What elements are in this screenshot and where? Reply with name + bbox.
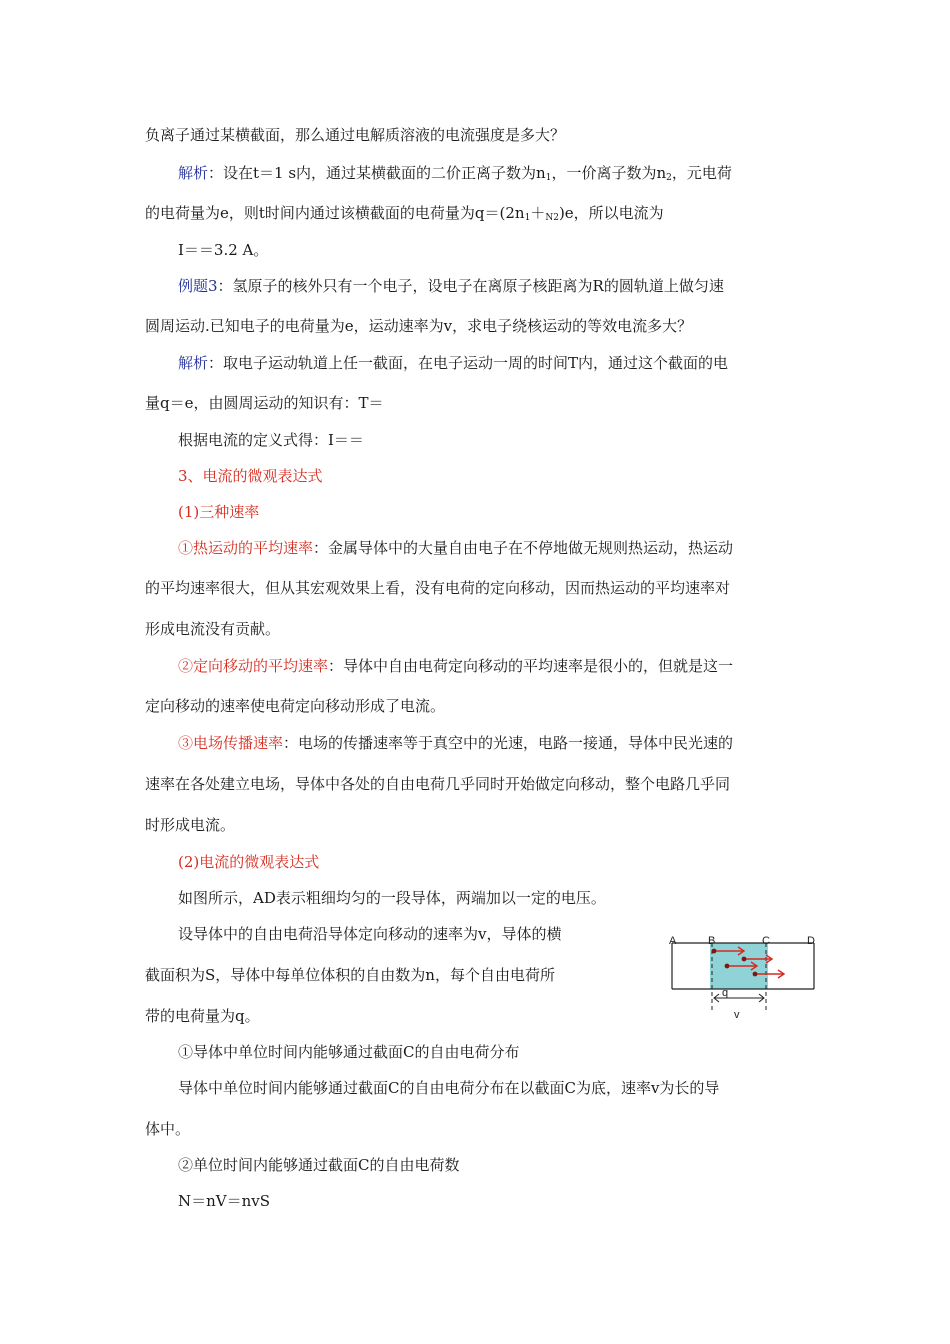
text-line — [178, 888, 606, 908]
text-line — [178, 1042, 519, 1062]
text-line — [145, 316, 692, 336]
text-line — [178, 656, 733, 676]
paragraph-text: 形成电流没有贡献。 — [145, 620, 281, 638]
text-line — [145, 965, 555, 985]
solution-label: 解析 — [178, 164, 209, 182]
paragraph-text: ：氢原子的核外只有一个电子，设电子在离原子核距离为R的圆轨道上做匀速 — [217, 277, 724, 295]
paragraph-text: ②单位时间内能够通过截面C的自由电荷数 — [178, 1156, 460, 1174]
heading-text: (2)电流的微观表达式 — [178, 853, 320, 871]
paragraph-text: 的电荷量为e，则t时间内通过该横截面的电荷量为q＝(2n — [145, 204, 525, 222]
subscript: 1 — [524, 213, 531, 223]
text-line — [145, 1119, 190, 1139]
paragraph-text: ：设在t＝1 s内，通过某横截面的二价正离子数为n — [208, 164, 546, 182]
text-line — [178, 430, 364, 450]
paragraph-text: ＋ — [530, 204, 546, 222]
section-heading — [178, 466, 323, 486]
label-d: D — [807, 935, 815, 947]
label-q: q — [722, 987, 729, 999]
text-line — [178, 1191, 270, 1211]
formula-text: N＝nV＝nvS — [178, 1192, 271, 1210]
label-a: A — [669, 935, 677, 947]
text-line — [145, 203, 664, 228]
paragraph-text: ：导体中自由电荷定向移动的平均速率是很小的，但就是这一 — [328, 657, 734, 675]
text-line — [178, 240, 268, 260]
text-line — [178, 353, 728, 373]
paragraph-text: 速率在各处建立电场，导体中各处的自由电荷几乎同时开始做定向移动，整个电路几乎同 — [145, 775, 731, 793]
text-line — [145, 774, 730, 794]
subsection-heading — [178, 502, 259, 522]
paragraph-text: ：取电子运动轨道上任一截面，在电子运动一周的时间T内，通过这个截面的电 — [208, 354, 729, 372]
text-line — [145, 619, 280, 639]
text-line — [178, 538, 733, 558]
paragraph-text: 设导体中的自由电荷沿导体定向移动的速率为v，导体的横 — [178, 925, 562, 943]
paragraph-text: 导体中单位时间内能够通过截面C的自由电荷分布在以截面C为底，速率v为长的导 — [178, 1079, 720, 1097]
paragraph-text: 截面积为S，导体中每单位体积的自由数为n，每个自由电荷所 — [145, 966, 555, 984]
paragraph-text: ：金属导体中的大量自由电子在不停地做无规则热运动，热运动 — [313, 539, 734, 557]
text-line — [145, 125, 565, 145]
text-line — [145, 815, 235, 835]
text-line — [178, 163, 732, 188]
subscript: 2 — [666, 173, 672, 183]
paragraph-text: 的平均速率很大，但从其宏观效果上看，没有电荷的定向移动，因而热运动的平均速率对 — [145, 579, 731, 597]
text-line — [178, 276, 724, 296]
paragraph-text: ①导体中单位时间内能够通过截面C的自由电荷分布 — [178, 1043, 520, 1061]
text-line — [145, 696, 445, 716]
text-line — [178, 1078, 719, 1098]
paragraph-text: ：电场的传播速率等于真空中的光速，电路一接通，导体中民光速的 — [283, 734, 734, 752]
paragraph-text: 圆周运动.已知电子的电荷量为e，运动速率为v，求电子绕核运动的等效电流多大？ — [145, 317, 693, 335]
text-line — [145, 393, 384, 413]
paragraph-text: 量q＝e，由圆周运动的知识有：T＝ — [145, 394, 384, 412]
subscript: 1 — [545, 173, 552, 183]
label-c: C — [762, 935, 770, 947]
formula-text: I＝＝3.2 A。 — [178, 241, 269, 259]
paragraph-text: ，一价离子数为n — [551, 164, 667, 182]
text-line — [145, 1006, 260, 1026]
subscript: N2 — [545, 213, 559, 223]
paragraph-text: 体中。 — [145, 1120, 191, 1138]
paragraph-text: 定向移动的速率使电荷定向移动形成了电流。 — [145, 697, 446, 715]
term-label: ③电场传播速率 — [178, 734, 284, 752]
example-label: 例题3 — [178, 277, 218, 295]
text-line — [145, 578, 730, 598]
text-line — [178, 924, 561, 944]
heading-text: (1)三种速率 — [178, 503, 260, 521]
conductor-diagram — [664, 934, 824, 1024]
heading-text: 3、电流的微观表达式 — [178, 467, 323, 485]
label-b: B — [708, 935, 716, 947]
term-label: ①热运动的平均速率 — [178, 539, 314, 557]
paragraph-text: )e，所以电流为 — [558, 204, 664, 222]
label-v: v — [734, 1009, 740, 1021]
subsection-heading — [178, 852, 319, 872]
paragraph-text: 带的电荷量为q。 — [145, 1007, 260, 1025]
term-label: ②定向移动的平均速率 — [178, 657, 329, 675]
paragraph-text: 根据电流的定义式得：I＝＝ — [178, 431, 364, 449]
paragraph-text: 如图所示，AD表示粗细均匀的一段导体，两端加以一定的电压。 — [178, 889, 606, 907]
text-line — [178, 1155, 459, 1175]
paragraph-text: 时形成电流。 — [145, 816, 236, 834]
paragraph-text: 负离子通过某横截面，那么通过电解质溶液的电流强度是多大？ — [145, 126, 566, 144]
paragraph-text: ，元电荷 — [671, 164, 732, 182]
text-line — [178, 733, 733, 753]
solution-label: 解析 — [178, 354, 209, 372]
